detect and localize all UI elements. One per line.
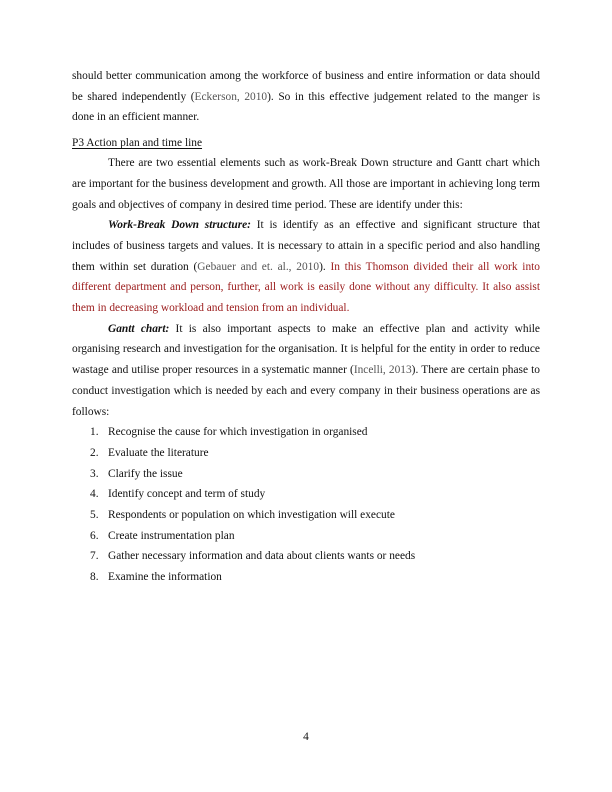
list-item-number: 5. [90,509,99,522]
list-item-text: Create instrumentation plan [108,529,235,542]
list-item-number: 2. [90,446,99,459]
list-item [72,443,540,464]
elements-paragraph: There are two essential elements such as work-Break Down structure and Gantt chart which are important for the business development and growth. All those are important in achieving long term goals and objectives of company in desired time period. These are identify under this: [72,157,540,211]
list-item-text: Clarify the issue [108,467,183,480]
list-item-number: 7. [90,550,99,563]
wbs-text-b: ). [319,260,331,273]
list-item [72,422,540,443]
intro-text-b: ). So in this effective judgement related to the manger is done in an efficient manner. [72,90,541,124]
list-item-text: Respondents or population on which investigation will execute [108,509,395,522]
list-item [72,526,540,547]
list-item-text: Recognise the cause for which investigation in organised [108,426,368,439]
list-item-text: Evaluate the literature [108,446,209,459]
section-heading: P3 Action plan and time line [72,137,203,150]
gantt-text-b: ). There are certain phase to conduct investigation which is needed by each and every company in their business operations are as follows: [72,364,540,418]
wbs-text-a: It is identify as an effective and significant structure that includes of business targets and values. It is necessary to attain in a specific period and also handling them within set duration ( [72,219,540,273]
intro-paragraph [72,66,540,128]
page-number: 4 [303,731,309,743]
list-item [72,567,540,588]
gantt-lead: Gantt chart: [108,322,170,335]
list-item [72,464,540,485]
intro-citation: Eckerson, 2010 [194,90,268,103]
list-item-number: 8. [90,571,99,584]
wbs-paragraph [72,215,540,319]
wbs-citation: Gebauer and et. al., 2010 [197,260,320,273]
list-item-text: Examine the information [108,571,222,584]
wbs-highlight: In this Thomson divided their all work into different department and person, further, all work is easily done without any difficulty. It also assist them in decreasing workload and tension from an individual. [72,260,540,315]
list-item [72,505,540,526]
list-item [72,484,540,505]
gantt-text-a: It is also important aspects to make an effective plan and activity while organising research and investigation for the organisation. It is helpful for the entity in order to reduce wastage and utilise proper resources in a systematic manner ( [72,322,540,377]
list-item-number: 6. [90,529,99,542]
list-item-text: Gather necessary information and data about clients wants or needs [108,550,416,563]
gantt-paragraph [72,319,540,423]
list-item-number: 3. [90,467,99,480]
document-page [72,66,540,588]
list-item-number: 4. [90,488,99,501]
list-item [72,546,540,567]
list-item-text: Identify concept and term of study [108,488,266,501]
wbs-lead: Work-Break Down structure: [108,219,251,232]
investigation-steps-list [72,422,540,588]
gantt-citation: Incelli, 2013 [353,364,412,377]
intro-text-a: should better communication among the workforce of business and entire information or data should be shared independently ( [72,70,540,103]
list-item-number: 1. [90,426,99,439]
